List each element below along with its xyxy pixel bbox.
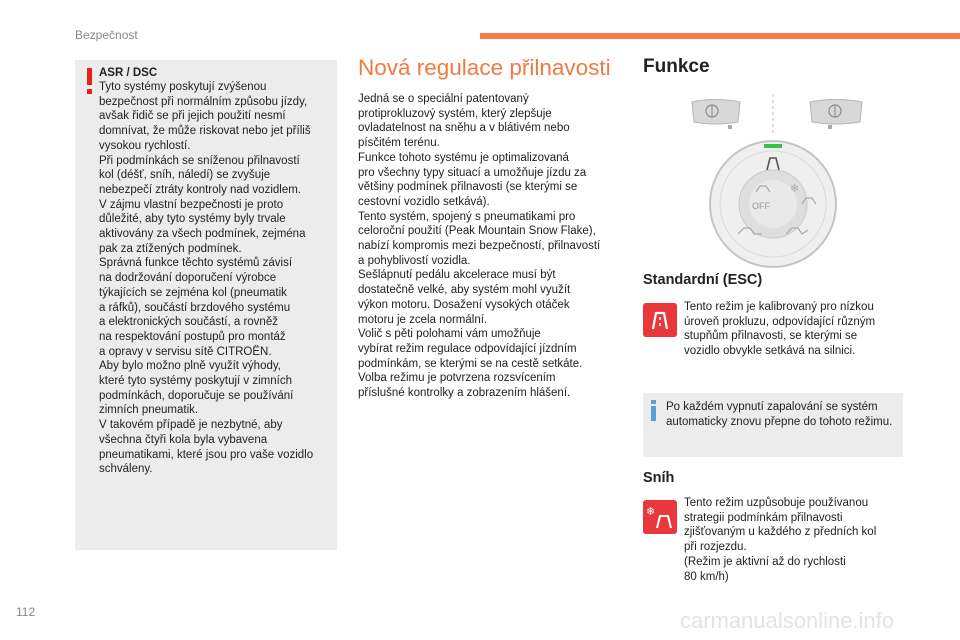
snow-mode-title: Sníh (643, 470, 675, 486)
warning-text: Tyto systémy poskytují zvýšenou bezpečnost při normálním způsobu jízdy, avšak řidič se při jejich použití nesmí domnívat, že může riskovat nebo jet příliš vysokou rychlostí. Při podmínkách se sníženou přilnavostí kol (déšť, sníh, náledí) se zvyšuje nebezpečí ztráty kontroly nad vozidlem. V zájmu vlastní bezpečnosti je proto důležité, aby tyto systémy byly trvale aktivovány za všech podmínek, zejména pak za ztížených podmínek. Správná funkce těchto systémů závisí na dodržování doporučení výrobce týkajících se zejména kol (pneumatik a ráfků), součástí brzdového systému a elektronických součástí, a rovněž na respektování postupů pro montáž a opravy v servisu sítě CITROËN. Aby bylo možno plně využít výhody, které tyto systémy poskytují v zimních podmínkách, doporučuje se používání zimních pneumatik. V takovém případě je nezbytné, aby všechna čtyři kola byla vybavena pneumatikami, které jsou pro vaše vozidlo schváleny. (99, 81, 314, 476)
svg-text:❄: ❄ (646, 505, 656, 518)
dashboard-vent-icon (692, 100, 862, 130)
info-box (643, 393, 903, 457)
standard-mode-title: Standardní (ESC) (643, 272, 763, 288)
watermark: carmanualsonline.info (680, 608, 895, 633)
section-title: Nová regulace přilnavosti (358, 55, 611, 80)
warning-icon (87, 68, 93, 94)
section-body: Jedná se o speciální patentovaný protiprokluzový systém, který zlepšuje ovladatelnost na sněhu a v blátivém nebo písčitém terénu. Funkce tohoto systému je optimalizovaná pro všechny typy situací a umožňuje jízdu za většiny podmínek přilnavosti (se kterými se cestovní vozidlo setkává). Tento systém, spojený s pneumatikami pro celoroční použití (Peak Mountain Snow Flake), nabízí kompromis mezi bezpečností, přilnavostí a pohyblivostí vozidla. Sešlápnutí pedálu akcelerace musí být dostatečně velké, aby systém mohl využít výkon motoru. Dosažení vysokých otáček motoru je zcela normální. Volič s pěti polohami vám umožňuje vybírat režim regulace odpovídající jízdním podmínkám, se kterými se na cestě setkáte. Volba režimu je potvrzena rozsvícením příslušné kontrolky a zobrazením hlášení. (358, 93, 601, 400)
snow-mode-icon (643, 500, 677, 534)
info-icon (651, 400, 656, 420)
standard-mode-icon (643, 303, 677, 337)
dial-selector (710, 141, 836, 267)
dial-off-label: OFF (752, 201, 770, 211)
page-number: 112 (16, 605, 36, 619)
traction-dial-illustration (690, 92, 870, 272)
header-accent-bar (480, 33, 960, 39)
active-led (764, 144, 782, 148)
snow-mode-text: Tento režim uzpůsobuje používanou strategii podmínkám přilnavosti zjišťovaným u každého z předních kol při rozjezdu. (Režim je aktivní až do rychlosti 80 km/h) (684, 497, 877, 583)
warning-title: ASR / DSC (99, 67, 158, 79)
section-label: Bezpečnost (75, 28, 138, 42)
warning-box (75, 60, 337, 550)
standard-mode-text: Tento režim je kalibrovaný pro nízkou úroveň prokluzu, odpovídající různým stupňům přilnavosti, se kterými se vozidlo obvykle setkává na silnici. (684, 301, 876, 358)
info-text: Po každém vypnutí zapalování se systém automaticky znovu přepne do tohoto režimu. (666, 401, 893, 428)
function-title: Funkce (643, 56, 710, 77)
snowflake-icon: ❄ (790, 182, 800, 195)
